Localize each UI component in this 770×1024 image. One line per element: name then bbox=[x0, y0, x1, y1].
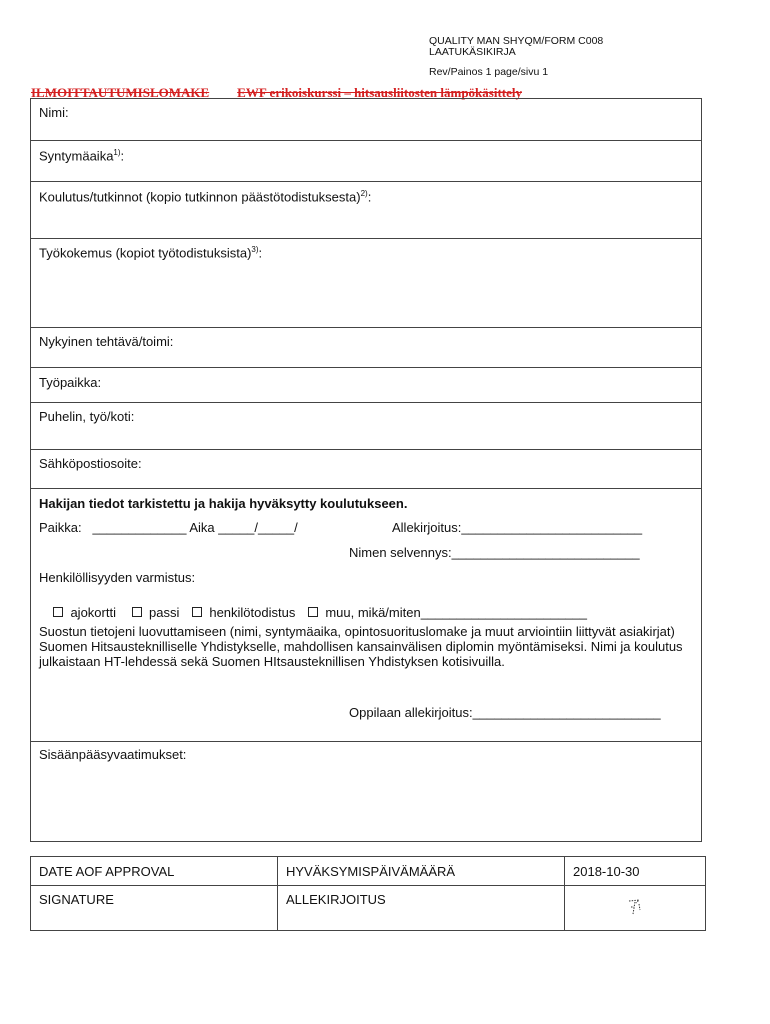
option-driving-license[interactable]: ajokortti bbox=[53, 605, 116, 620]
field-work-experience-label: Työkokemus (kopiot työtodistuksista)$^{3)}$: bbox=[39, 245, 263, 261]
approval-date-value: 2018-10-30 bbox=[565, 857, 706, 886]
row-divider bbox=[31, 449, 701, 450]
field-current-position-label: Nykyinen tehtävä/toimi: bbox=[39, 334, 174, 349]
row-divider bbox=[31, 367, 701, 368]
field-education-label: Koulutus/tutkinnot (kopio tutkinnon päästötodistuksesta)$^{2)}$: bbox=[39, 189, 372, 205]
approval-signature bbox=[565, 886, 706, 931]
option-passport[interactable]: passi bbox=[132, 605, 179, 620]
field-name-label: Nimi: bbox=[39, 105, 69, 120]
checkbox-icon[interactable] bbox=[192, 607, 202, 617]
field-phone-label: Puhelin, työ/koti: bbox=[39, 409, 135, 424]
row-divider bbox=[31, 488, 701, 489]
checkbox-icon[interactable] bbox=[308, 607, 318, 617]
verifier-signature-line: Allekirjoitus:_________________________ bbox=[392, 520, 643, 535]
handwritten-signature bbox=[573, 892, 693, 922]
row-divider bbox=[31, 327, 701, 328]
admission-requirements-label: Sisäänpääsyvaatimukset: bbox=[39, 747, 187, 762]
signature-en: SIGNATURE bbox=[31, 886, 278, 931]
row-divider bbox=[31, 140, 701, 141]
place-date-line: Paikka: _____________ Aika _____/_____/ bbox=[39, 520, 298, 535]
form-title-left: ILMOITTAUTUMISLOMAKE bbox=[31, 85, 210, 100]
registration-form bbox=[30, 98, 702, 842]
signature-fi: ALLEKIRJOITUS bbox=[278, 886, 565, 931]
header-revision: Rev/Painos 1 page/sivu 1 bbox=[429, 66, 549, 78]
row-divider bbox=[31, 181, 701, 182]
row-divider bbox=[31, 402, 701, 403]
row-divider bbox=[31, 238, 701, 239]
identity-check-label: Henkilöllisyyden varmistus: bbox=[39, 570, 196, 585]
field-email-label: Sähköpostiosoite: bbox=[39, 456, 142, 471]
table-row bbox=[31, 857, 706, 886]
checkbox-icon[interactable] bbox=[53, 607, 63, 617]
header-form-id: QUALITY MAN SHYQM/FORM C008 bbox=[429, 35, 604, 47]
field-dob-label: Syntymäaika$^{1)}$: bbox=[39, 148, 125, 164]
table-row bbox=[31, 886, 706, 931]
row-divider bbox=[31, 741, 701, 742]
approval-table bbox=[30, 856, 706, 931]
header-manual-title: LAATUKÄSIKIRJA bbox=[429, 46, 516, 58]
verification-heading: Hakijan tiedot tarkistettu ja hakija hyväksytty koulutukseen. bbox=[39, 496, 408, 511]
consent-text: Suostun tietojeni luovuttamiseen (nimi, syntymäaika, opintosuorituslomake ja muut arviointiin liittyvät asiakirjat) Suomen Hitsausteknilliselle Yhdistykselle, mahdollisen kansainvälisen diplomin myöntämiseksi. Nimi ja koulutus julkaistaan HT-lehdessä sekä Suomen HItsausteknillisen Yhdistyksen kotisivuilla. bbox=[39, 624, 683, 669]
field-workplace-label: Työpaikka: bbox=[39, 375, 102, 390]
checkbox-icon[interactable] bbox=[132, 607, 142, 617]
option-other[interactable]: muu, mikä/miten_______________________ bbox=[308, 605, 587, 620]
form-title-right: EWF erikoiskurssi – hitsausliitosten lämpökäsittely bbox=[237, 85, 522, 100]
approval-date-fi: HYVÄKSYMISPÄIVÄMÄÄRÄ bbox=[278, 857, 565, 886]
approval-date-en: DATE AOF APPROVAL bbox=[31, 857, 278, 886]
student-signature-line: Oppilaan allekirjoitus:__________________________ bbox=[349, 705, 661, 720]
option-id-card[interactable]: henkilötodistus bbox=[192, 605, 295, 620]
name-clarification-line: Nimen selvennys:__________________________ bbox=[349, 545, 640, 560]
